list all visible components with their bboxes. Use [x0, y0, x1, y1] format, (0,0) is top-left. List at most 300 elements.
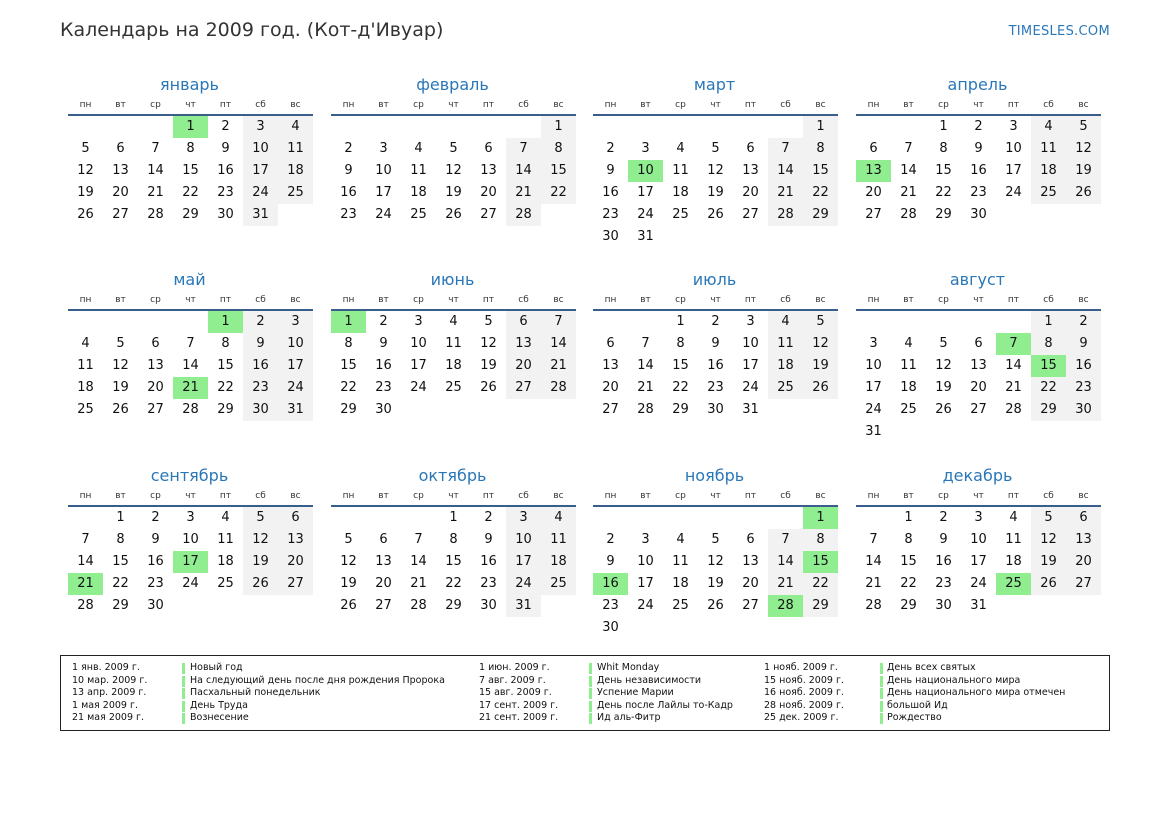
day-cell: 5 [1031, 507, 1066, 529]
month-calendar [856, 269, 1101, 443]
day-cell: 7 [996, 333, 1031, 355]
empty-cell [401, 399, 436, 421]
legend-holiday-name: День независимости [597, 674, 702, 686]
week-row [856, 399, 1101, 421]
day-cell: 14 [768, 551, 803, 573]
day-cell: 8 [449, 532, 458, 547]
month-name: март [693, 75, 736, 94]
weekday-label: чт [185, 295, 196, 305]
day-cell: 25 [445, 380, 462, 395]
empty-cell [803, 399, 838, 421]
day-cell: 14 [506, 160, 541, 182]
day-cell: 7 [904, 141, 913, 156]
day-cell: 9 [711, 336, 720, 351]
legend-holiday-name: Whit Monday [597, 662, 660, 673]
week-row [856, 204, 1101, 226]
weekday-label: вт [640, 491, 651, 501]
day-cell: 6 [746, 141, 755, 156]
month-calendar [68, 74, 313, 226]
empty-cell [138, 311, 173, 333]
legend-holiday-name: Пасхальный понедельник [190, 687, 321, 698]
day-cell: 26 [707, 598, 724, 613]
day-cell: 24 [637, 598, 654, 613]
empty-cell [698, 226, 733, 248]
day-cell: 28 [768, 595, 803, 617]
week-row [331, 138, 576, 160]
weekday-label: ср [150, 491, 161, 501]
day-cell: 29 [217, 402, 234, 417]
legend-date: 21 сент. 2009 г. [479, 712, 559, 723]
day-cell: 27 [742, 207, 759, 222]
empty-cell [506, 116, 541, 138]
week-row [593, 182, 838, 204]
weekday-label: пт [219, 100, 232, 110]
day-cell: 5 [484, 314, 493, 329]
site-link[interactable]: TIMESLES.COM [1008, 24, 1110, 39]
day-cell: 18 [900, 380, 917, 395]
day-cell: 19 [803, 355, 838, 377]
holiday-color-marker [880, 701, 883, 712]
day-cell: 9 [243, 333, 278, 355]
weekday-label: чт [973, 100, 984, 110]
week-row [68, 507, 313, 529]
day-cell: 29 [672, 402, 689, 417]
day-cell: 6 [484, 141, 493, 156]
weekday-label: сб [255, 295, 266, 305]
empty-cell [733, 507, 768, 529]
week-row [331, 160, 576, 182]
day-cell: 10 [637, 554, 654, 569]
day-cell: 20 [278, 551, 313, 573]
week-row [593, 160, 838, 182]
month-calendar [331, 269, 576, 421]
empty-cell [628, 507, 663, 529]
day-cell: 27 [147, 402, 164, 417]
day-cell: 9 [974, 141, 983, 156]
weekday-label: вт [378, 491, 389, 501]
day-cell: 25 [410, 207, 427, 222]
day-cell: 2 [243, 311, 278, 333]
week-row [68, 595, 313, 617]
legend-holiday-name: Успение Марии [597, 687, 674, 698]
day-cell: 27 [278, 573, 313, 595]
empty-cell [733, 617, 768, 639]
weekday-label: пт [744, 295, 757, 305]
empty-cell [1066, 595, 1101, 617]
day-cell: 20 [480, 185, 497, 200]
day-cell: 29 [445, 598, 462, 613]
day-cell: 19 [1031, 551, 1066, 573]
day-cell: 10 [628, 160, 663, 182]
day-cell: 16 [147, 554, 164, 569]
day-cell: 12 [707, 163, 724, 178]
legend-holiday-name: День всех святых [887, 662, 976, 673]
day-cell: 17 [375, 185, 392, 200]
day-cell: 2 [1066, 311, 1101, 333]
week-row [593, 311, 838, 333]
weekday-label: чт [185, 491, 196, 501]
weekday-header [331, 96, 576, 116]
day-cell: 18 [672, 576, 689, 591]
weekday-label: пт [1007, 491, 1020, 501]
day-cell: 1 [939, 119, 948, 134]
day-cell: 15 [672, 358, 689, 373]
day-cell: 29 [803, 204, 838, 226]
day-cell: 24 [410, 380, 427, 395]
day-cell: 29 [803, 595, 838, 617]
day-cell: 10 [742, 336, 759, 351]
day-cell: 21 [865, 576, 882, 591]
empty-cell [278, 204, 313, 226]
day-cell: 3 [379, 141, 388, 156]
weekday-label: вс [1078, 100, 1089, 110]
empty-cell [856, 507, 891, 529]
weekday-label: чт [973, 295, 984, 305]
day-cell: 12 [1066, 138, 1101, 160]
day-cell: 4 [449, 314, 458, 329]
day-cell: 9 [1066, 333, 1101, 355]
day-cell: 30 [970, 207, 987, 222]
weekday-label: ср [150, 100, 161, 110]
week-row [68, 529, 313, 551]
day-cell: 13 [278, 529, 313, 551]
day-cell: 16 [707, 358, 724, 373]
week-row [593, 551, 838, 573]
weekday-label: пн [867, 491, 880, 501]
month-calendar [593, 74, 838, 248]
weekday-label: ср [938, 491, 949, 501]
day-cell: 30 [707, 402, 724, 417]
day-cell: 27 [506, 377, 541, 399]
weekday-label: пн [79, 491, 92, 501]
weekday-header [856, 291, 1101, 311]
day-cell: 11 [445, 336, 462, 351]
day-cell: 18 [77, 380, 94, 395]
day-cell: 14 [1005, 358, 1022, 373]
month-calendar [593, 465, 838, 639]
day-cell: 20 [742, 185, 759, 200]
weekday-label: ср [675, 100, 686, 110]
month-calendar [68, 465, 313, 617]
day-cell: 6 [869, 141, 878, 156]
week-row [593, 377, 838, 399]
week-row [331, 399, 576, 421]
day-cell: 25 [278, 182, 313, 204]
legend-holiday-name: Рождество [887, 712, 942, 723]
weekday-label: вт [115, 491, 126, 501]
day-cell: 1 [449, 510, 458, 525]
day-cell: 26 [1031, 573, 1066, 595]
legend-holiday-name: На следующий день после дня рождения Пророка [190, 674, 445, 686]
day-cell: 7 [641, 336, 650, 351]
week-row [68, 182, 313, 204]
day-cell: 3 [746, 314, 755, 329]
day-cell: 11 [768, 333, 803, 355]
day-cell: 22 [1031, 377, 1066, 399]
weekday-label: сб [255, 491, 266, 501]
day-cell: 5 [81, 141, 90, 156]
day-cell: 24 [865, 402, 882, 417]
day-cell: 21 [173, 377, 208, 399]
day-cell: 17 [970, 554, 987, 569]
week-row [68, 377, 313, 399]
weekday-label: пн [604, 491, 617, 501]
month-calendar [593, 269, 838, 421]
day-cell: 13 [602, 358, 619, 373]
weekday-label: пт [482, 491, 495, 501]
day-cell: 7 [541, 311, 576, 333]
empty-cell [331, 507, 366, 529]
legend-item [61, 712, 1109, 725]
empty-cell [856, 116, 891, 138]
day-cell: 21 [506, 182, 541, 204]
day-cell: 4 [81, 336, 90, 351]
weekday-label: пт [1007, 100, 1020, 110]
month-name: август [949, 270, 1006, 289]
day-cell: 31 [970, 598, 987, 613]
day-cell: 8 [939, 141, 948, 156]
empty-cell [593, 116, 628, 138]
day-cell: 17 [173, 551, 208, 573]
day-cell: 20 [1066, 551, 1101, 573]
empty-cell [996, 595, 1031, 617]
day-cell: 11 [1031, 138, 1066, 160]
day-cell: 4 [676, 141, 685, 156]
week-row [331, 573, 576, 595]
day-cell: 28 [147, 207, 164, 222]
day-cell: 22 [803, 573, 838, 595]
day-cell: 30 [217, 207, 234, 222]
day-cell: 2 [151, 510, 160, 525]
day-cell: 6 [151, 336, 160, 351]
day-cell: 1 [541, 116, 576, 138]
empty-cell [1031, 204, 1066, 226]
day-cell: 30 [147, 598, 164, 613]
empty-cell [1031, 595, 1066, 617]
month-name: июнь [430, 270, 475, 289]
day-cell: 6 [116, 141, 125, 156]
day-cell: 28 [506, 204, 541, 226]
legend-item [61, 675, 1109, 688]
empty-cell [663, 116, 698, 138]
weekday-header [331, 291, 576, 311]
day-cell: 6 [746, 532, 755, 547]
day-cell: 23 [602, 207, 619, 222]
empty-cell [436, 399, 471, 421]
day-cell: 1 [116, 510, 125, 525]
empty-cell [68, 116, 103, 138]
empty-cell [891, 311, 926, 333]
day-cell: 24 [182, 576, 199, 591]
day-cell: 10 [375, 163, 392, 178]
weekday-label: ср [413, 295, 424, 305]
day-cell: 22 [935, 185, 952, 200]
day-cell: 14 [147, 163, 164, 178]
day-cell: 16 [217, 163, 234, 178]
day-cell: 30 [602, 620, 619, 635]
weekday-label: пт [482, 100, 495, 110]
day-cell: 19 [340, 576, 357, 591]
day-cell: 2 [606, 532, 615, 547]
day-cell: 11 [672, 163, 689, 178]
day-cell: 15 [182, 163, 199, 178]
weekday-label: пт [744, 491, 757, 501]
day-cell: 18 [1005, 554, 1022, 569]
day-cell: 8 [541, 138, 576, 160]
week-row [331, 204, 576, 226]
day-cell: 8 [344, 336, 353, 351]
empty-cell [891, 116, 926, 138]
empty-cell [103, 311, 138, 333]
day-cell: 21 [768, 182, 803, 204]
day-cell: 22 [182, 185, 199, 200]
day-cell: 6 [379, 532, 388, 547]
day-cell: 29 [340, 402, 357, 417]
day-cell: 13 [147, 358, 164, 373]
day-cell: 14 [410, 554, 427, 569]
day-cell: 7 [768, 138, 803, 160]
week-row [331, 355, 576, 377]
day-cell: 27 [602, 402, 619, 417]
week-row [331, 333, 576, 355]
weekday-header [856, 96, 1101, 116]
empty-cell [401, 507, 436, 529]
legend-holiday-name: День Труда [190, 699, 248, 711]
day-cell: 15 [935, 163, 952, 178]
month-name: январь [160, 75, 219, 94]
day-cell: 16 [970, 163, 987, 178]
day-cell: 15 [803, 551, 838, 573]
day-cell: 7 [869, 532, 878, 547]
day-cell: 16 [935, 554, 952, 569]
day-cell: 29 [900, 598, 917, 613]
day-cell: 30 [375, 402, 392, 417]
weekday-label: пт [219, 295, 232, 305]
legend-holiday-name: День национального мира отмечен [887, 687, 1066, 698]
day-cell: 6 [606, 336, 615, 351]
day-cell: 16 [593, 573, 628, 595]
day-cell: 8 [803, 529, 838, 551]
month-name: сентябрь [150, 466, 229, 485]
weekday-label: ср [150, 295, 161, 305]
day-cell: 19 [1066, 160, 1101, 182]
empty-cell [926, 311, 961, 333]
legend-date: 15 нояб. 2009 г. [764, 674, 844, 686]
day-cell: 12 [480, 336, 497, 351]
day-cell: 15 [217, 358, 234, 373]
legend-item [61, 700, 1109, 713]
week-row [331, 182, 576, 204]
empty-cell [1066, 204, 1101, 226]
week-row [593, 226, 838, 248]
day-cell: 11 [672, 554, 689, 569]
day-cell: 3 [641, 532, 650, 547]
day-cell: 18 [672, 185, 689, 200]
weekday-label: вс [553, 491, 564, 501]
day-cell: 10 [182, 532, 199, 547]
weekday-label: вс [553, 100, 564, 110]
empty-cell [926, 421, 961, 443]
day-cell: 2 [711, 314, 720, 329]
day-cell: 11 [217, 532, 234, 547]
day-cell: 30 [935, 598, 952, 613]
weekday-header [856, 487, 1101, 507]
empty-cell [593, 311, 628, 333]
month-calendar [856, 465, 1101, 617]
day-cell: 19 [112, 380, 129, 395]
weekday-label: сб [518, 295, 529, 305]
legend-date: 28 нояб. 2009 г. [764, 699, 844, 711]
day-cell: 21 [410, 576, 427, 591]
weekday-label: сб [1043, 491, 1054, 501]
day-cell: 20 [375, 576, 392, 591]
day-cell: 30 [480, 598, 497, 613]
day-cell: 26 [803, 377, 838, 399]
day-cell: 2 [606, 141, 615, 156]
day-cell: 8 [803, 138, 838, 160]
day-cell: 17 [1005, 163, 1022, 178]
weekday-label: пн [79, 100, 92, 110]
weekday-label: ср [675, 491, 686, 501]
weekday-label: вс [553, 295, 564, 305]
empty-cell [891, 421, 926, 443]
day-cell: 22 [541, 182, 576, 204]
day-cell: 8 [221, 336, 230, 351]
day-cell: 18 [410, 185, 427, 200]
empty-cell [331, 116, 366, 138]
day-cell: 28 [182, 402, 199, 417]
day-cell: 30 [1066, 399, 1101, 421]
legend-holiday-name: большой Ид [887, 699, 948, 711]
day-cell: 18 [768, 355, 803, 377]
day-cell: 31 [506, 595, 541, 617]
week-row [593, 573, 838, 595]
day-cell: 12 [935, 358, 952, 373]
day-cell: 19 [445, 185, 462, 200]
day-cell: 9 [484, 532, 493, 547]
week-row [593, 399, 838, 421]
day-cell: 4 [768, 311, 803, 333]
weekday-header [68, 96, 313, 116]
day-cell: 12 [77, 163, 94, 178]
day-cell: 4 [904, 336, 913, 351]
day-cell: 1 [208, 311, 243, 333]
day-cell: 13 [506, 333, 541, 355]
day-cell: 30 [602, 229, 619, 244]
weekday-label: пн [342, 100, 355, 110]
day-cell: 13 [375, 554, 392, 569]
empty-cell [961, 421, 996, 443]
week-row [331, 529, 576, 551]
empty-cell [208, 595, 243, 617]
legend-date: 1 мая 2009 г. [72, 699, 138, 711]
weekday-label: пт [1007, 295, 1020, 305]
day-cell: 7 [414, 532, 423, 547]
day-cell: 17 [278, 355, 313, 377]
empty-cell [803, 617, 838, 639]
day-cell: 23 [243, 377, 278, 399]
week-row [856, 595, 1101, 617]
day-cell: 2 [939, 510, 948, 525]
weekday-label: вс [290, 100, 301, 110]
weekday-label: вт [903, 295, 914, 305]
day-cell: 16 [602, 185, 619, 200]
weekday-label: сб [780, 100, 791, 110]
day-cell: 28 [865, 598, 882, 613]
day-cell: 19 [935, 380, 952, 395]
empty-cell [366, 507, 401, 529]
weekday-label: вт [378, 295, 389, 305]
